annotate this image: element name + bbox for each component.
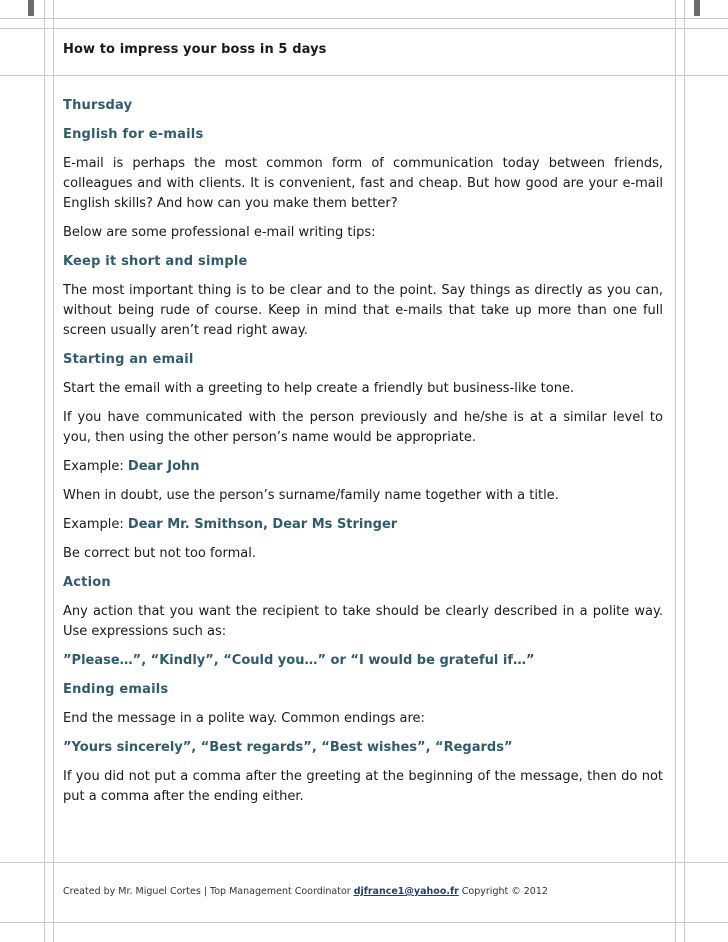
footer-copyright: Copyright © 2012 xyxy=(458,886,548,897)
section-text-ending-1: End the message in a polite way. Common endings are: xyxy=(63,711,425,726)
footer-credit: Created by Mr. Miguel Cortes | Top Management Coordinator xyxy=(63,886,354,897)
tips-intro: Below are some professional e-mail writing tips: xyxy=(63,225,376,240)
example-label: Example: xyxy=(63,459,128,474)
section-text-starting-2: If you have communicated with the person previously and he/she is at a similar level to you, then using the other person’s name would be appropriate. xyxy=(63,410,663,445)
example-line-1 xyxy=(63,457,663,477)
footer-rule xyxy=(0,862,728,863)
right-margin-line-inner xyxy=(675,0,676,942)
section-text-ending-2: If you did not put a comma after the greeting at the beginning of the message, then do not put a comma after the ending either. xyxy=(63,769,663,804)
section-heading-ending: Ending emails xyxy=(63,682,169,697)
section-text-starting-4: Be correct but not too formal. xyxy=(63,546,257,561)
ending-expressions: ”Yours sincerely”, “Best regards”, “Best wishes”, “Regards” xyxy=(63,740,513,755)
section-heading-keep-short: Keep it short and simple xyxy=(63,254,248,269)
corner-mark-right xyxy=(694,0,700,16)
example-value: Dear Mr. Smithson, Dear Ms Stringer xyxy=(127,517,398,532)
top-margin-line-inner xyxy=(0,28,728,29)
section-heading-starting: Starting an email xyxy=(63,352,194,367)
section-text-keep-short: The most important thing is to be clear and to the point. Say things as directly as you can, without being rude of course. Keep in mind that e-mails that take up more than one full screen usually aren’t read right away. xyxy=(63,283,663,338)
section-text-action: Any action that you want the recipient to take should be clearly described in a polite way. Use expressions such as: xyxy=(63,604,663,639)
example-label: Example: xyxy=(63,517,128,532)
page-header-title: How to impress your boss in 5 days xyxy=(63,42,327,57)
intro-paragraph: E-mail is perhaps the most common form of communication today between friends, colleagues and with clients. It is convenient, fast and cheap. But how good are your e-mail English skills? And how can you make them better? xyxy=(63,156,663,211)
top-margin-line xyxy=(0,18,728,19)
section-text-starting-1: Start the email with a greeting to help create a friendly but business-like tone. xyxy=(63,381,575,396)
footer-email-link[interactable]: djfrance1@yahoo.fr xyxy=(353,886,459,897)
section-heading-action: Action xyxy=(63,575,111,590)
bottom-margin-line xyxy=(0,922,728,923)
day-heading: Thursday xyxy=(63,98,133,113)
left-margin-line-inner xyxy=(53,0,54,942)
example-line-2 xyxy=(63,515,663,535)
page-footer xyxy=(63,886,548,897)
document-body xyxy=(63,96,663,816)
header-rule xyxy=(0,75,728,76)
action-expressions: ”Please…”, “Kindly”, “Could you…” or “I would be grateful if…” xyxy=(63,653,535,668)
corner-mark-left xyxy=(28,0,34,16)
example-value: Dear John xyxy=(127,459,200,474)
right-margin-line xyxy=(684,0,685,942)
topic-heading: English for e-mails xyxy=(63,127,204,142)
section-text-starting-3: When in doubt, use the person’s surname/family name together with a title. xyxy=(63,488,559,503)
left-margin-line xyxy=(44,0,45,942)
